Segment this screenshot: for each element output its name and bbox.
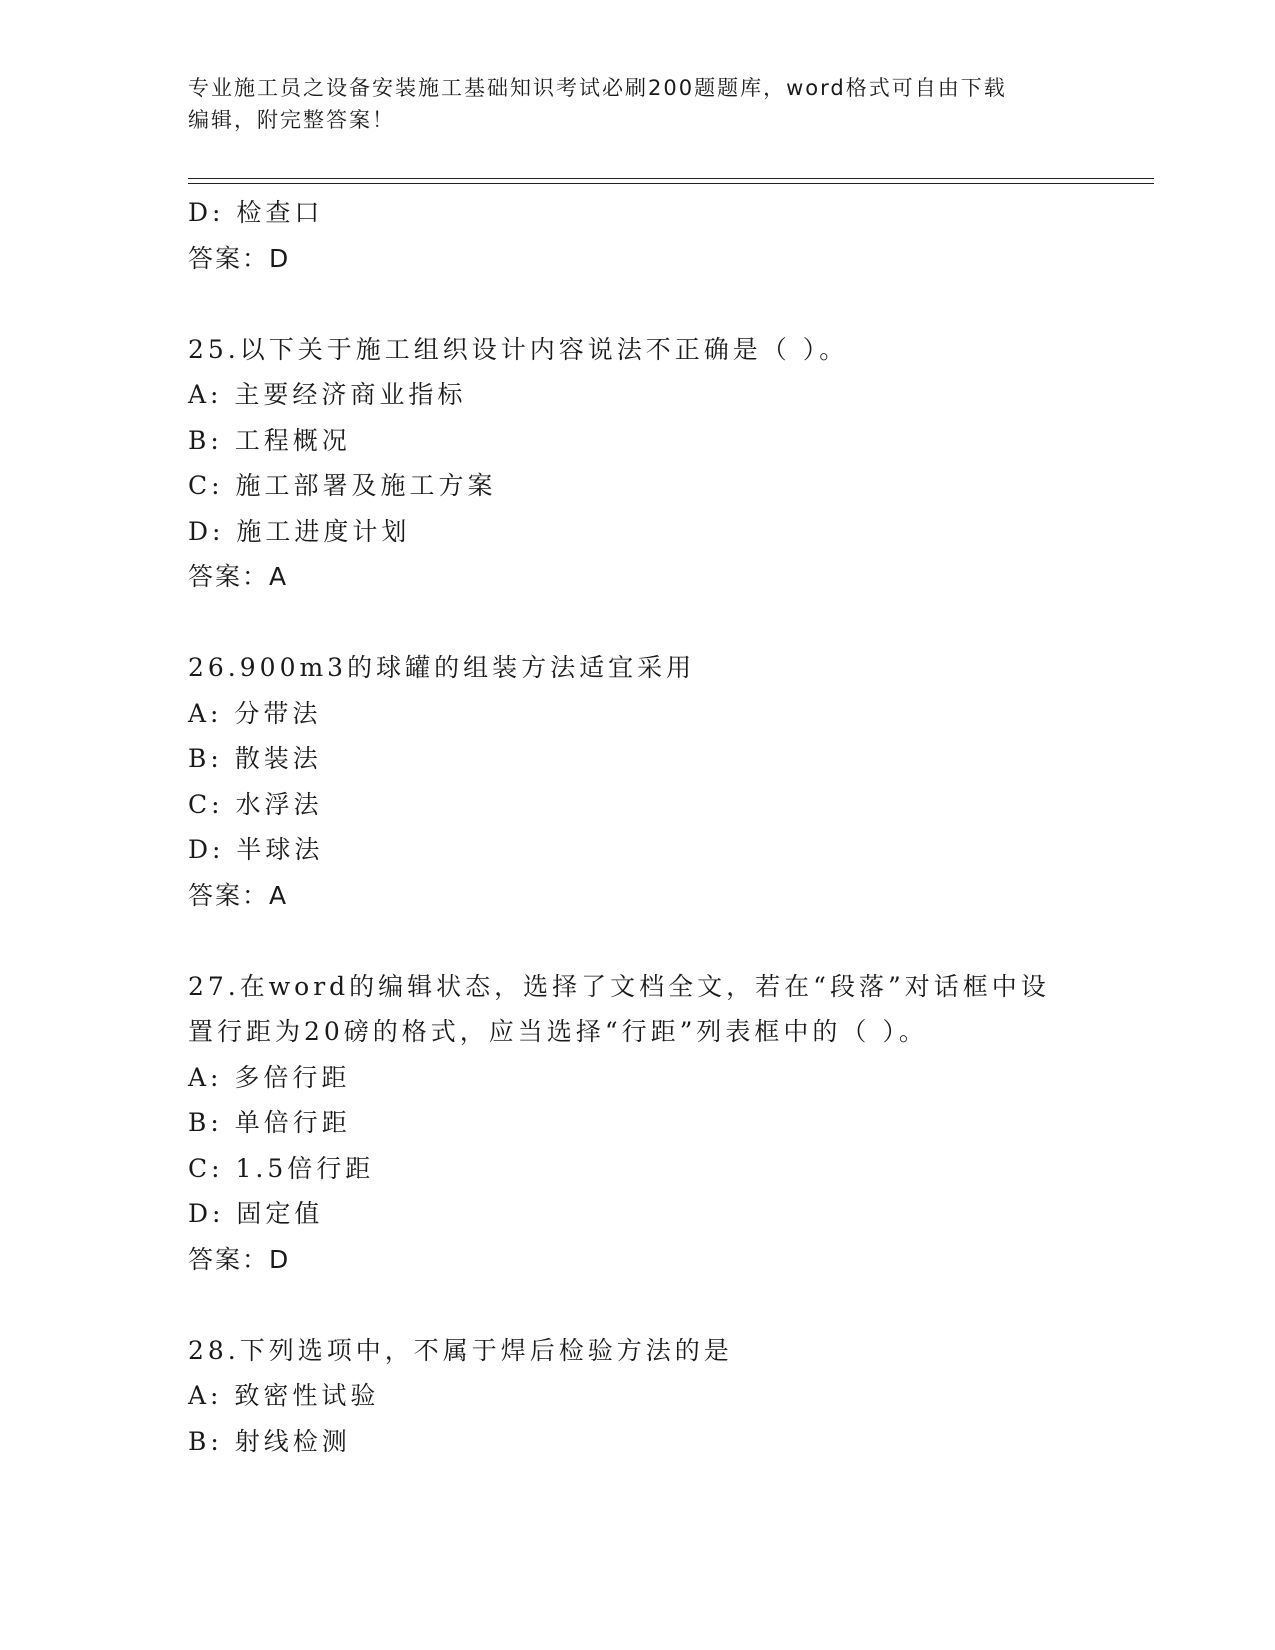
- document-header: [188, 72, 1088, 136]
- option-b: B: 工程概况: [188, 425, 351, 455]
- question-25: [188, 327, 1138, 600]
- question-stem: 26.900m3的球罐的组装方法适宜采用: [188, 653, 696, 682]
- question-stem: 28.下列选项中，不属于焊后检验方法的是: [188, 1335, 733, 1365]
- question-stem-line-2: 置行距为20磅的格式，应当选择“行距”列表框中的（ ）。: [188, 1017, 928, 1046]
- option-b: B: 散装法: [188, 744, 322, 773]
- spacer: [188, 281, 1138, 327]
- option-c: C: 1.5倍行距: [188, 1153, 375, 1183]
- question-26: [188, 645, 1138, 918]
- header-line-1: 专业施工员之设备安装施工基础知识考试必刷200题题库，word格式可自由下载: [188, 76, 1007, 100]
- option-a: A: 分带法: [188, 698, 322, 728]
- header-line-2: 编辑，附完整答案！: [188, 108, 395, 132]
- spacer: [188, 1282, 1138, 1328]
- option-d: D: 施工进度计划: [188, 516, 411, 546]
- option-b: B: 射线检测: [188, 1426, 351, 1456]
- header-divider-bottom: [188, 183, 1154, 184]
- question-stem: 25.以下关于施工组织设计内容说法不正确是（ ）。: [188, 334, 849, 364]
- option-c: C: 施工部署及施工方案: [188, 471, 497, 500]
- option-d: D: 固定值: [188, 1199, 324, 1228]
- answer-line: 答案：A: [188, 562, 289, 591]
- spacer: [188, 918, 1138, 964]
- question-27: [188, 964, 1138, 1283]
- spacer: [188, 600, 1138, 646]
- answer-line: 答案：D: [188, 1244, 291, 1274]
- question-content: [188, 190, 1138, 1464]
- question-stem-line-1: 27.在word的编辑状态，选择了文档全文，若在“段落”对话框中设: [188, 971, 1050, 1001]
- option-c: C: 水浮法: [188, 789, 323, 819]
- answer-line: 答案：D: [188, 243, 291, 273]
- question-28: [188, 1328, 1138, 1465]
- option-d: D: 半球法: [188, 835, 324, 864]
- option-d: D: 检查口: [188, 198, 324, 227]
- answer-line: 答案：A: [188, 880, 289, 910]
- option-b: B: 单倍行距: [188, 1108, 351, 1137]
- option-a: A: 主要经济商业指标: [188, 380, 467, 409]
- option-a: A: 多倍行距: [188, 1062, 351, 1092]
- option-a: A: 致密性试验: [188, 1381, 380, 1410]
- header-divider-top: [188, 178, 1154, 179]
